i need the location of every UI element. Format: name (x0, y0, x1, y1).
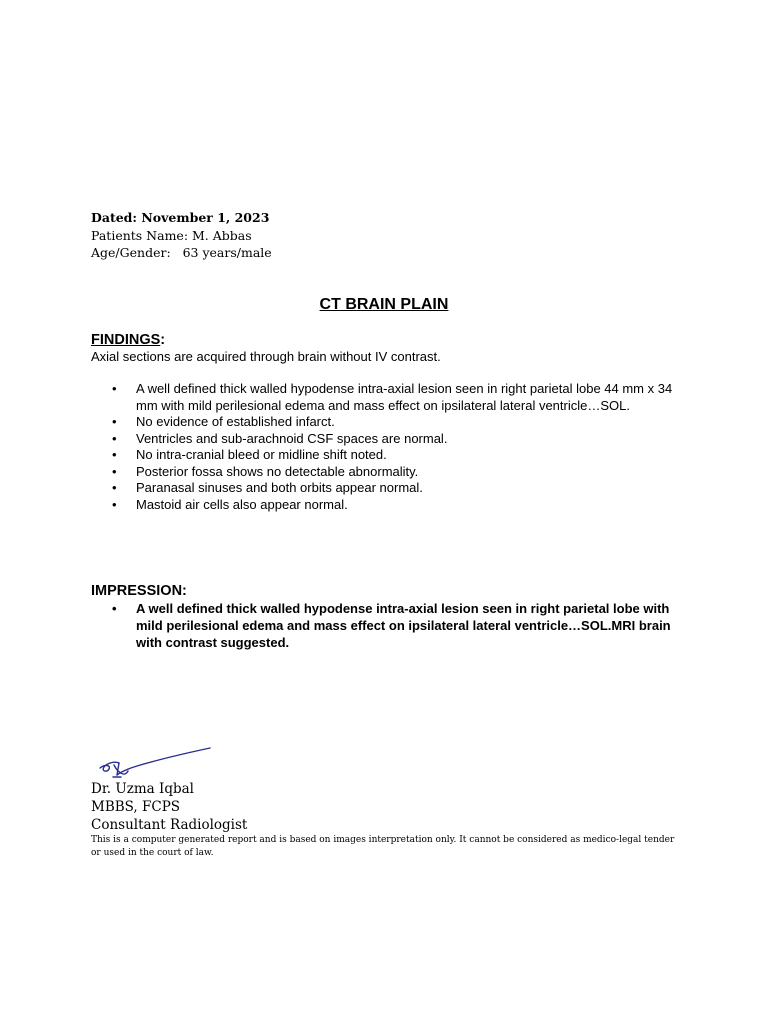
findings-item-text: Ventricles and sub-arachnoid CSF spaces are normal. (136, 430, 448, 446)
findings-heading (91, 332, 165, 348)
bullet-icon: • (112, 447, 117, 462)
bullet-icon: • (112, 496, 117, 512)
findings-item-text: No intra-cranial bleed or midline shift noted. (136, 447, 387, 462)
doctor-qualifications: MBBS, FCPS (91, 799, 181, 815)
findings-item-text: Mastoid air cells also appear normal. (136, 496, 348, 512)
findings-item (112, 497, 692, 514)
signature-icon (97, 744, 215, 780)
bullet-icon: • (112, 463, 117, 479)
findings-heading-text: FINDINGS (91, 332, 161, 348)
report-title: CT BRAIN PLAIN (319, 296, 449, 313)
bullet-icon: • (112, 480, 117, 495)
findings-item (112, 414, 692, 431)
impression-item (112, 601, 682, 651)
doctor-name: Dr. Uzma Iqbal (91, 781, 194, 797)
impression-list (112, 601, 682, 651)
doctor-designation: Consultant Radiologist (91, 817, 248, 833)
disclaimer: This is a computer generated report and is based on images interpretation only. It cannot be considered as medico-legal tender or used in the court of law. (91, 835, 675, 858)
bullet-icon: • (112, 381, 117, 396)
findings-item-text: Paranasal sinuses and both orbits appear normal. (136, 480, 423, 495)
bullet-icon: • (112, 414, 117, 429)
report-date: Dated: November 1, 2023 (91, 210, 270, 225)
findings-intro: Axial sections are acquired through brain without IV contrast. (91, 349, 441, 364)
bullet-icon: • (112, 601, 117, 616)
findings-item (112, 431, 692, 448)
findings-heading-colon: : (160, 332, 166, 348)
doctor-signoff (91, 780, 247, 834)
findings-item-text: A well defined thick walled hypodense intra-axial lesion seen in right parietal lobe 44 mm x 34 mm with mild perilesional edema and mass effect on ipsilateral lateral ventricle…SOL. (136, 381, 673, 413)
findings-item-text: Posterior fossa shows no detectable abnormality. (136, 463, 419, 479)
findings-item (112, 447, 692, 464)
patient-name: Patients Name: M. Abbas (91, 227, 252, 243)
patient-age-gender: Age/Gender: 63 years/male (91, 245, 272, 260)
patient-info (91, 209, 272, 262)
bullet-icon: • (112, 430, 117, 446)
findings-item (112, 381, 692, 414)
findings-item (112, 464, 692, 481)
findings-item (112, 480, 692, 497)
impression-heading: IMPRESSION: (91, 583, 187, 599)
impression-item-text: A well defined thick walled hypodense intra-axial lesion seen in right parietal lobe with mild perilesional edema and mass effect on ipsilateral lateral ventricle…SOL.MRI brain with contrast suggested. (136, 601, 671, 650)
findings-item-text: No evidence of established infarct. (136, 414, 335, 429)
findings-list (112, 381, 692, 513)
